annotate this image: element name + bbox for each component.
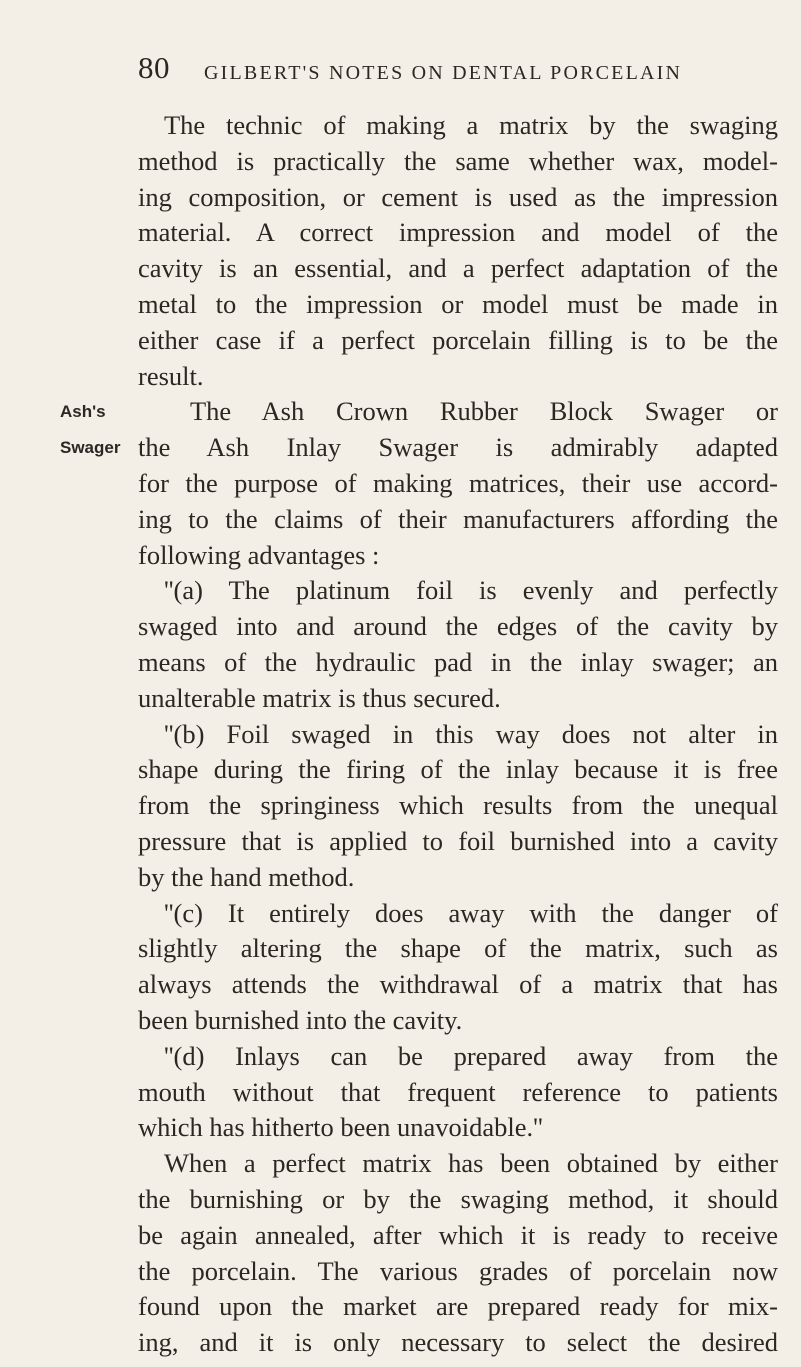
text-line: always attends the withdrawal of a matrix that has [138, 969, 778, 1000]
text-line: been burnished into the cavity. [138, 1004, 463, 1035]
text-line: either case if a perfect porcelain filling is to be the [138, 324, 778, 355]
text-line: be again annealed, after which it is ready to receive [138, 1219, 778, 1250]
text-line: the Ash Inlay Swager is admirably adapted [138, 432, 778, 463]
margin-note-line-1: Ash's [60, 402, 106, 421]
text-line: metal to the impression or model must be made in [138, 288, 778, 319]
text-line: ing to the claims of their manufacturers affording the [138, 503, 778, 534]
text-line: method is practically the same whether wax, model- [138, 145, 778, 176]
text-line: mouth without that frequent reference to patients [138, 1076, 778, 1107]
text-line: ing composition, or cement is used as the impression [138, 181, 778, 212]
body-text [138, 108, 778, 1361]
text-line: which has hitherto been unavoidable.'' [138, 1112, 543, 1143]
text-line: The Ash Crown Rubber Block Swager or [190, 396, 778, 427]
text-line: cavity is an essential, and a perfect adaptation of the [138, 253, 778, 284]
text-line: found upon the market are prepared ready for mix- [138, 1291, 778, 1322]
text-line: shape during the firing of the inlay because it is free [138, 754, 778, 785]
text-line: by the hand method. [138, 861, 355, 892]
text-line: material. A correct impression and model of the [138, 217, 778, 248]
text-line: result. [138, 360, 204, 391]
text-line: The technic of making a matrix by the swaging [164, 110, 778, 140]
text-line: ''(c) It entirely does away with the danger of [164, 897, 778, 928]
text-line: pressure that is applied to foil burnished into a cavity [138, 825, 778, 856]
running-head: GILBERT'S NOTES ON DENTAL PORCELAIN [204, 62, 683, 84]
text-line: from the springiness which results from the unequal [138, 790, 778, 821]
text-line: unalterable matrix is thus secured. [138, 682, 501, 713]
text-line: following advantages : [138, 539, 380, 570]
margin-note-line-2: Swager [60, 438, 121, 457]
page-header [138, 50, 778, 90]
text-line: the burnishing or by the swaging method, it should [138, 1183, 778, 1214]
text-line: ''(b) Foil swaged in this way does not alter in [164, 718, 778, 749]
text-line: ''(a) The platinum foil is evenly and perfectly [164, 575, 778, 606]
text-line: ''(d) Inlays can be prepared away from the [164, 1040, 778, 1071]
page-number: 80 [138, 50, 170, 85]
text-line: the porcelain. The various grades of porcelain now [138, 1255, 778, 1286]
text-line: When a perfect matrix has been obtained by either [164, 1148, 778, 1179]
text-line: for the purpose of making matrices, their use accord- [138, 467, 778, 498]
text-line: means of the hydraulic pad in the inlay swager; an [138, 646, 778, 677]
text-line: swaged into and around the edges of the cavity by [138, 611, 778, 642]
text-line: slightly altering the shape of the matrix, such as [138, 933, 778, 964]
text-line: ing, and it is only necessary to select the desired [138, 1327, 778, 1358]
